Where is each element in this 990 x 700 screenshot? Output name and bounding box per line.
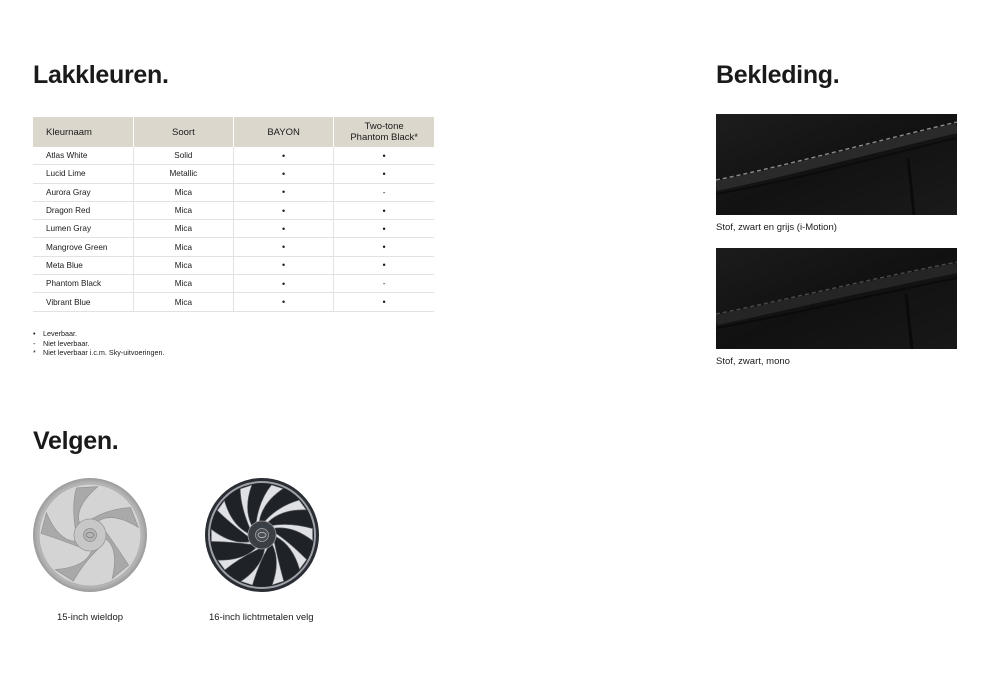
table-row — [33, 201, 434, 219]
section-title-velgen: Velgen. — [33, 427, 119, 455]
section-title-lakkleuren: Lakkleuren. — [33, 61, 169, 89]
cell-two-tone: • — [334, 147, 434, 165]
header-two-tone: Two-tone Phantom Black* — [334, 117, 434, 147]
wheel-caption-16: 16-inch lichtmetalen velg — [209, 612, 314, 623]
cell-two-tone: • — [334, 165, 434, 183]
legend-item — [33, 339, 164, 349]
header-kleurnaam: Kleurnaam — [33, 117, 133, 147]
cell-type: Mica — [133, 256, 233, 274]
cell-type: Mica — [133, 238, 233, 256]
wheel-cover-15-image — [32, 477, 148, 593]
cell-bayon: • — [234, 165, 334, 183]
fabric-texture-image — [716, 248, 957, 349]
cell-type: Mica — [133, 183, 233, 201]
legend-symbol: • — [33, 329, 36, 338]
header-soort: Soort — [133, 117, 233, 147]
cell-color-name: Lucid Lime — [33, 165, 133, 183]
table-row — [33, 238, 434, 256]
cell-bayon: • — [234, 220, 334, 238]
legend-symbol: - — [33, 338, 36, 348]
table-legend — [33, 329, 164, 358]
table-row — [33, 275, 434, 293]
table-row — [33, 165, 434, 183]
cell-type: Solid — [133, 147, 233, 165]
cell-bayon: • — [234, 147, 334, 165]
cell-two-tone: • — [334, 220, 434, 238]
cell-type: Mica — [133, 275, 233, 293]
legend-text: Niet leverbaar i.c.m. Sky-uitvoeringen. — [43, 348, 165, 357]
cell-color-name: Vibrant Blue — [33, 293, 133, 311]
fabric-swatch-black-mono — [716, 248, 957, 349]
table-row — [33, 220, 434, 238]
wheel-caption-15: 15-inch wieldop — [57, 612, 124, 623]
cell-type: Mica — [133, 293, 233, 311]
cell-color-name: Dragon Red — [33, 201, 133, 219]
header-bayon: BAYON — [234, 117, 334, 147]
table-header-row — [33, 117, 434, 147]
cell-color-name: Atlas White — [33, 147, 133, 165]
section-title-bekleding: Bekleding. — [716, 61, 840, 89]
table-row — [33, 183, 434, 201]
cell-color-name: Aurora Gray — [33, 183, 133, 201]
cell-color-name: Mangrove Green — [33, 238, 133, 256]
table-row — [33, 147, 434, 165]
cell-two-tone: • — [334, 238, 434, 256]
cell-bayon: • — [234, 293, 334, 311]
cell-two-tone: • — [334, 201, 434, 219]
cell-bayon: • — [234, 275, 334, 293]
legend-item — [33, 348, 164, 358]
legend-symbol: * — [33, 348, 36, 357]
cell-color-name: Lumen Gray — [33, 220, 133, 238]
table-row — [33, 256, 434, 274]
fabric-swatch-black-grey — [716, 114, 957, 215]
cell-type: Metallic — [133, 165, 233, 183]
cell-two-tone: • — [334, 293, 434, 311]
cell-two-tone: • — [334, 256, 434, 274]
cell-bayon: • — [234, 201, 334, 219]
fabric-caption-black-mono: Stof, zwart, mono — [716, 356, 790, 367]
legend-text: Niet leverbaar. — [43, 338, 90, 348]
legend-text: Leverbaar. — [43, 329, 77, 338]
cell-two-tone: - — [334, 275, 434, 293]
cell-bayon: • — [234, 256, 334, 274]
legend-item — [33, 329, 164, 339]
fabric-caption-black-grey: Stof, zwart en grijs (i-Motion) — [716, 222, 837, 233]
cell-color-name: Phantom Black — [33, 275, 133, 293]
cell-type: Mica — [133, 201, 233, 219]
alloy-wheel-16-image — [204, 477, 320, 593]
table-row — [33, 293, 434, 311]
paint-colors-table — [33, 117, 434, 312]
cell-bayon: • — [234, 238, 334, 256]
cell-type: Mica — [133, 220, 233, 238]
cell-color-name: Meta Blue — [33, 256, 133, 274]
cell-bayon: • — [234, 183, 334, 201]
fabric-texture-image — [716, 114, 957, 215]
cell-two-tone: - — [334, 183, 434, 201]
